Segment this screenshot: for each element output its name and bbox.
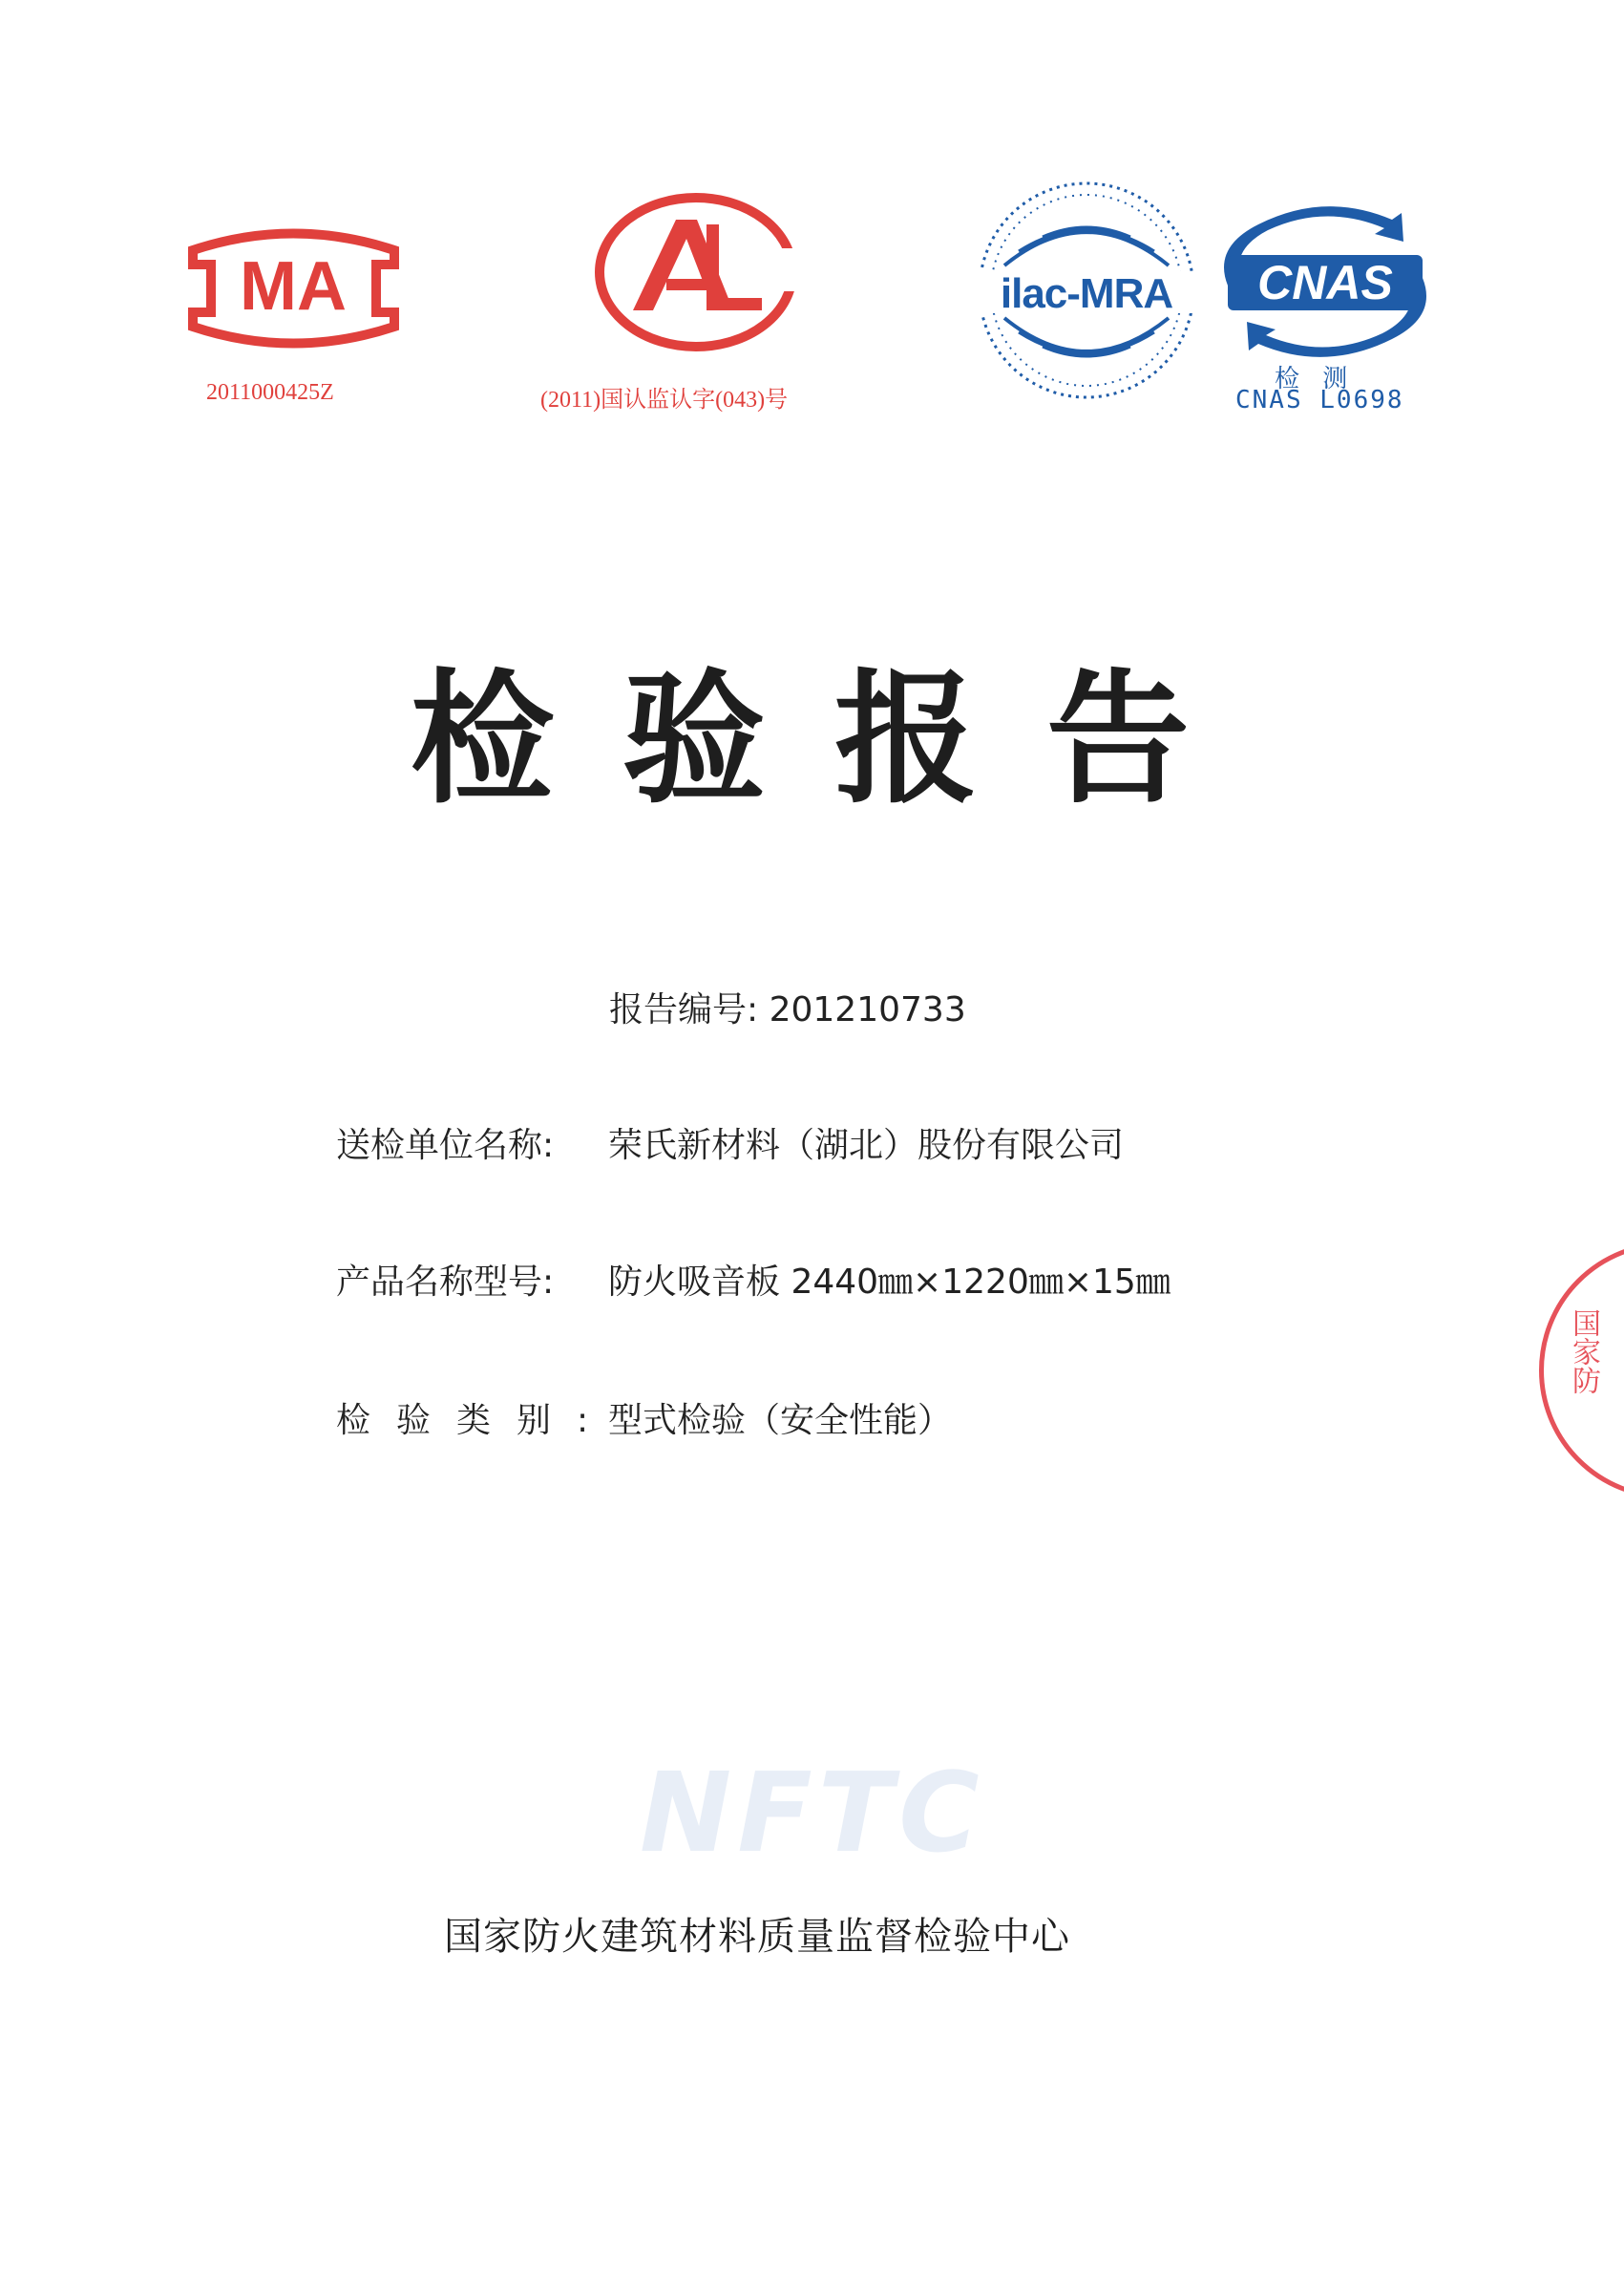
field-value: 防火吸音板 2440㎜×1220㎜×15㎜ (608, 1263, 1171, 1302)
cnas-mark (1211, 196, 1440, 368)
ilac-globe-icon (976, 180, 1197, 401)
cal-logo (590, 191, 802, 353)
svg-text:CNAS: CNAS (1257, 256, 1393, 309)
cal-mark (590, 191, 802, 353)
svg-text:ilac-MRA: ilac-MRA (1000, 270, 1173, 317)
official-seal-text: 国家防 (1567, 1308, 1600, 1394)
field-product-model (336, 1265, 1171, 1300)
field-label: 送检单位名称: (336, 1126, 555, 1165)
title-char: 告 (1046, 657, 1191, 823)
cma-code: 2011000425Z (206, 380, 334, 405)
field-inspection-type (336, 1401, 953, 1440)
ilac-mra-logo (976, 180, 1197, 401)
title-char: 报 (834, 657, 979, 823)
cnas-logo (1211, 196, 1440, 368)
field-label: 产品名称型号: (336, 1263, 555, 1302)
field-submitting-unit (336, 1126, 1125, 1165)
cnas-sub: 检 测 (1275, 365, 1356, 393)
cma-mark (172, 222, 415, 355)
report-number-line (609, 990, 966, 1029)
report-number-value: 201210733 (769, 990, 966, 1029)
field-value: 荣氏新材料（湖北）股份有限公司 (608, 1126, 1125, 1165)
title-char: 检 (411, 657, 555, 823)
nftc-watermark: NFTC (640, 1750, 985, 1878)
cnas-code: CNAS L0698 (1235, 386, 1404, 414)
field-label: 检验类别: (336, 1401, 615, 1440)
svg-text:MA: MA (240, 248, 347, 325)
report-title (411, 657, 1222, 823)
title-char: 验 (622, 657, 767, 823)
cal-code: (2011)国认监认字(043)号 (540, 388, 789, 413)
issuing-organization: 国家防火建筑材料质量监督检验中心 (444, 1915, 1070, 1959)
field-value: 型式检验（安全性能） (608, 1401, 953, 1440)
report-number-label: 报告编号: (609, 990, 759, 1029)
cma-logo (172, 222, 415, 355)
